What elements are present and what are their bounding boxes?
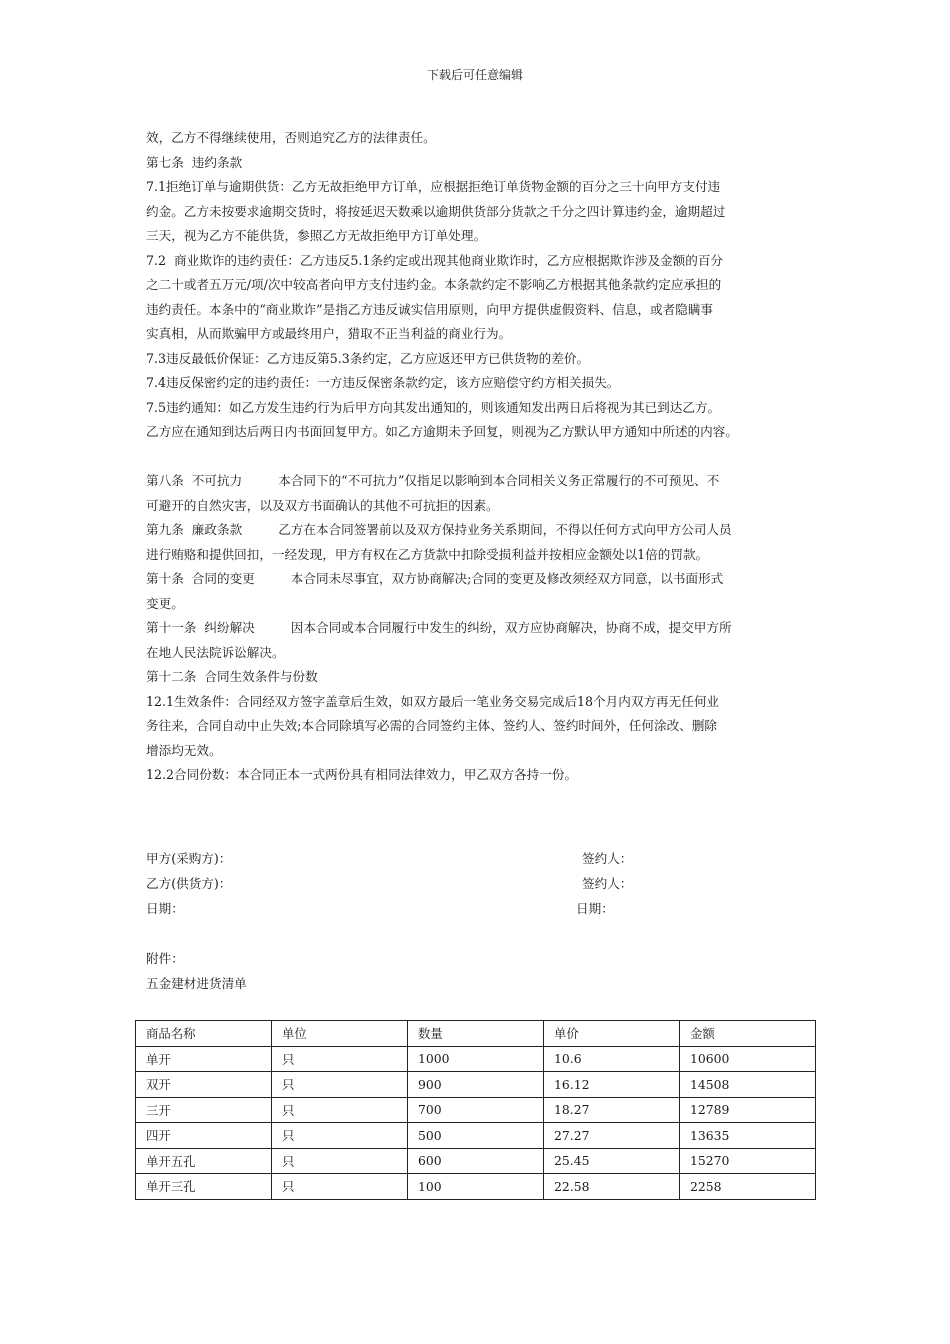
table-cell: 600 xyxy=(408,1148,544,1174)
table-cell: 10.6 xyxy=(544,1046,680,1072)
table-cell: 13635 xyxy=(680,1123,816,1149)
body-line: 12.1生效条件：合同经双方签字盖章后生效，如双方最后一笔业务交易完成后18个月内双方再无任何业 xyxy=(146,693,720,709)
body-line: 之二十或者五万元/项/次中较高者向甲方支付违约金。本条款约定不影响乙方根据其他条款约定应承担的 xyxy=(146,277,722,292)
body-line: 第九条 廉政条款 乙方在本合同签署前以及双方保持业务关系期间，不得以任何方式向甲方公司人员 xyxy=(146,522,732,537)
body-line: 乙方应在通知到达后两日内书面回复甲方。如乙方逾期未予回复，则视为乙方默认甲方通知中所述的内容。 xyxy=(146,424,738,439)
body-line: 7.4违反保密约定的违约责任：一方违反保密条款约定，该方应赔偿守约方相关损失。 xyxy=(146,375,620,390)
table-cell: 只 xyxy=(272,1046,408,1072)
body-line: 7.5违约通知：如乙方发生违约行为后甲方向其发出通知的，则该通知发出两日后将视为其已到达乙方。 xyxy=(146,399,721,415)
attachment-list-title: 五金建材进货清单 xyxy=(146,976,247,991)
body-line: 进行贿赂和提供回扣，一经发现，甲方有权在乙方货款中扣除受损利益并按相应金额处以1倍的罚款。 xyxy=(146,546,709,562)
party-a-signer-label: 签约人： xyxy=(582,851,633,866)
signature-block xyxy=(146,846,818,921)
signature-row-a xyxy=(146,846,818,871)
table-cell: 900 xyxy=(408,1072,544,1098)
signature-row-b xyxy=(146,871,818,896)
signature-row-date xyxy=(146,896,818,921)
date-right-label: 日期： xyxy=(576,901,614,916)
column-header: 金额 xyxy=(680,1021,816,1047)
table-cell: 三开 xyxy=(136,1097,272,1123)
body-line: 效，乙方不得继续使用，否则追究乙方的法律责任。 xyxy=(146,130,436,145)
table-cell: 单开五孔 xyxy=(136,1148,272,1174)
table-cell: 只 xyxy=(272,1174,408,1200)
column-header: 数量 xyxy=(408,1021,544,1047)
body-line: 7.3违反最低价保证：乙方违反第5.3条约定，乙方应返还甲方已供货物的差价。 xyxy=(146,350,590,366)
party-b-signer-label: 签约人： xyxy=(582,876,633,891)
column-header: 单位 xyxy=(272,1021,408,1047)
body-line: 变更。 xyxy=(146,595,184,611)
section-heading: 第七条 违约条款 xyxy=(146,154,243,170)
body-line: 7.1拒绝订单与逾期供货：乙方无故拒绝甲方订单，应根据拒绝订单货物金额的百分之三十向甲方支付违 xyxy=(146,179,721,194)
table-cell: 700 xyxy=(408,1097,544,1123)
table-cell: 14508 xyxy=(680,1072,816,1098)
table-cell: 18.27 xyxy=(544,1097,680,1123)
table-cell: 12789 xyxy=(680,1097,816,1123)
body-line: 第十条 合同的变更 本合同未尽事宜，双方协商解决;合同的变更及修改须经双方同意，以书面形式 xyxy=(146,571,724,586)
table-row xyxy=(136,1174,816,1200)
table-cell: 只 xyxy=(272,1148,408,1174)
body-line: 违约责任。本条中的“商业欺诈”是指乙方违反诚实信用原则，向甲方提供虚假资料、信息，或者隐瞒事 xyxy=(146,301,714,317)
table-cell: 单开三孔 xyxy=(136,1174,272,1200)
body-line: 实真相，从而欺骗甲方或最终用户，猎取不正当利益的商业行为。 xyxy=(146,326,512,341)
contract-body xyxy=(146,126,818,788)
table-cell: 27.27 xyxy=(544,1123,680,1149)
body-line: 约金。乙方未按要求逾期交货时，将按延迟天数乘以逾期供货部分货款之千分之四计算违约金，逾期超过 xyxy=(146,203,726,219)
party-b-label: 乙方(供货方)： xyxy=(146,876,232,891)
table-row xyxy=(136,1148,816,1174)
body-line: 在地人民法院诉讼解决。 xyxy=(146,644,285,660)
attachment-label: 附件： xyxy=(146,951,184,966)
table-cell: 25.45 xyxy=(544,1148,680,1174)
body-line: 增添均无效。 xyxy=(146,742,222,758)
table-row xyxy=(136,1046,816,1072)
table-row xyxy=(136,1072,816,1098)
body-line: 12.2合同份数：本合同正本一式两份具有相同法律效力，甲乙双方各持一份。 xyxy=(146,767,578,782)
page-header: 下载后可任意编辑 xyxy=(426,68,523,82)
section-heading: 第十二条 合同生效条件与份数 xyxy=(146,669,318,684)
column-header: 商品名称 xyxy=(136,1021,272,1047)
body-line: 7.2 商业欺诈的违约责任：乙方违反5.1条约定或出现其他商业欺诈时，乙方应根据欺诈涉及金额的百分 xyxy=(146,252,724,268)
body-line: 务往来，合同自动中止失效;本合同除填写必需的合同签约主体、签约人、签约时间外，任何涂改、删除 xyxy=(146,718,717,733)
table-row xyxy=(136,1097,816,1123)
table-cell: 100 xyxy=(408,1174,544,1200)
table-header-row xyxy=(136,1021,816,1047)
body-line: 三天，视为乙方不能供货，参照乙方无故拒绝甲方订单处理。 xyxy=(146,228,487,243)
table-cell: 四开 xyxy=(136,1123,272,1149)
date-left-label: 日期： xyxy=(146,901,184,916)
table-cell: 只 xyxy=(272,1072,408,1098)
table-cell: 2258 xyxy=(680,1174,816,1200)
table-cell: 只 xyxy=(272,1097,408,1123)
table-cell: 10600 xyxy=(680,1046,816,1072)
table-cell: 1000 xyxy=(408,1046,544,1072)
party-a-label: 甲方(采购方)： xyxy=(146,851,232,866)
column-header: 单价 xyxy=(544,1021,680,1047)
goods-table xyxy=(135,1020,816,1200)
blank-line xyxy=(146,445,818,470)
body-line: 可避开的自然灾害，以及双方书面确认的其他不可抗拒的因素。 xyxy=(146,497,499,513)
table-cell: 双开 xyxy=(136,1072,272,1098)
attachment-block xyxy=(146,946,247,996)
table-cell: 500 xyxy=(408,1123,544,1149)
table-cell: 单开 xyxy=(136,1046,272,1072)
table-cell: 16.12 xyxy=(544,1072,680,1098)
body-line: 第八条 不可抗力 本合同下的“不可抗力”仅指足以影响到本合同相关义务正常履行的不可预见、不 xyxy=(146,473,720,488)
table-cell: 15270 xyxy=(680,1148,816,1174)
body-line: 第十一条 纠纷解决 因本合同或本合同履行中发生的纠纷，双方应协商解决，协商不成，提交甲方所 xyxy=(146,620,732,635)
table-cell: 22.58 xyxy=(544,1174,680,1200)
table-cell: 只 xyxy=(272,1123,408,1149)
table-row xyxy=(136,1123,816,1149)
